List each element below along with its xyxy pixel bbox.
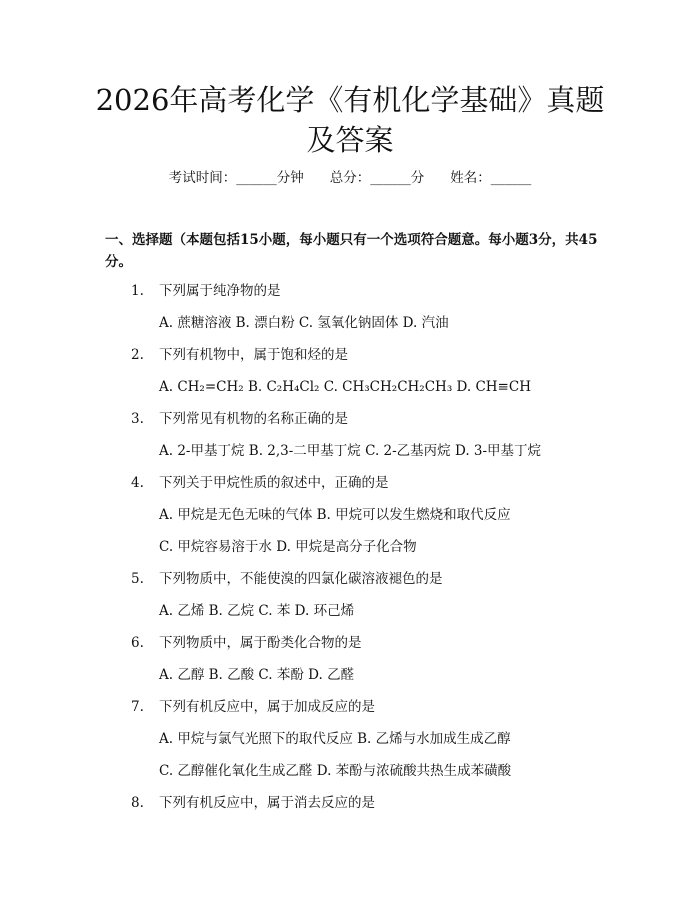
question-stem: 下列物质中，不能使溴的四氯化碳溶液褪色的是 (159, 571, 443, 587)
question-stem: 下列关于甲烷性质的叙述中，正确的是 (159, 475, 389, 491)
question-options: A. 乙醇 B. 乙酸 C. 苯酚 D. 乙醛 (159, 667, 355, 683)
question-item (131, 281, 281, 301)
question-stem: 下列物质中，属于酚类化合物的是 (159, 635, 362, 651)
question-item (131, 345, 348, 365)
question-options: A. 2-甲基丁烷 B. 2,3-二甲基丁烷 C. 2-乙基丙烷 D. 3-甲基丁烷 (159, 443, 542, 459)
question-number: 2. (131, 347, 144, 363)
section-heading: 一、选择题（本题包括15小题，每小题只有一个选项符合题意。每小题3分，共45分。 (105, 232, 598, 270)
question-options: A. 蔗糖溶液 B. 漂白粉 C. 氢氧化钠固体 D. 汽油 (159, 315, 449, 331)
question-number: 5. (131, 571, 144, 587)
total-score-field: 总分：______分 (329, 170, 425, 186)
question-number: 7. (131, 699, 144, 715)
question-item (131, 473, 389, 493)
question-item (131, 409, 348, 429)
question-item (131, 793, 375, 813)
question-item (131, 569, 443, 589)
question-item (131, 633, 362, 653)
question-number: 4. (131, 475, 144, 491)
question-options: A. 甲烷与氯气光照下的取代反应 B. 乙烯与水加成生成乙醇 (159, 731, 511, 747)
question-options: C. 乙醇催化氧化生成乙醛 D. 苯酚与浓硫酸共热生成苯磺酸 (159, 763, 512, 779)
question-stem: 下列有机反应中，属于消去反应的是 (159, 795, 375, 811)
question-number: 6. (131, 635, 144, 651)
student-name-field: 姓名：______ (450, 170, 532, 186)
question-number: 8. (131, 795, 144, 811)
question-options: A. 甲烷是无色无味的气体 B. 甲烷可以发生燃烧和取代反应 (159, 507, 511, 523)
question-item (131, 697, 375, 717)
question-number: 3. (131, 411, 144, 427)
question-stem: 下列有机物中，属于饱和烃的是 (159, 347, 348, 363)
question-options: A. 乙烯 B. 乙烷 C. 苯 D. 环己烯 (159, 603, 355, 619)
exam-time-field: 考试时间：______分钟 (168, 170, 304, 186)
question-stem: 下列有机反应中，属于加成反应的是 (159, 699, 375, 715)
question-stem: 下列属于纯净物的是 (159, 283, 281, 299)
exam-info-line (0, 168, 700, 188)
question-stem: 下列常见有机物的名称正确的是 (159, 411, 348, 427)
page-title: 2026年高考化学《有机化学基础》真题及答案 (95, 83, 605, 157)
question-options: C. 甲烷容易溶于水 D. 甲烷是高分子化合物 (159, 539, 417, 555)
question-number: 1. (131, 283, 144, 299)
question-options: A. CH₂=CH₂ B. C₂H₄Cl₂ C. CH₃CH₂CH₂CH₃ D. CH≡CH (159, 379, 531, 395)
